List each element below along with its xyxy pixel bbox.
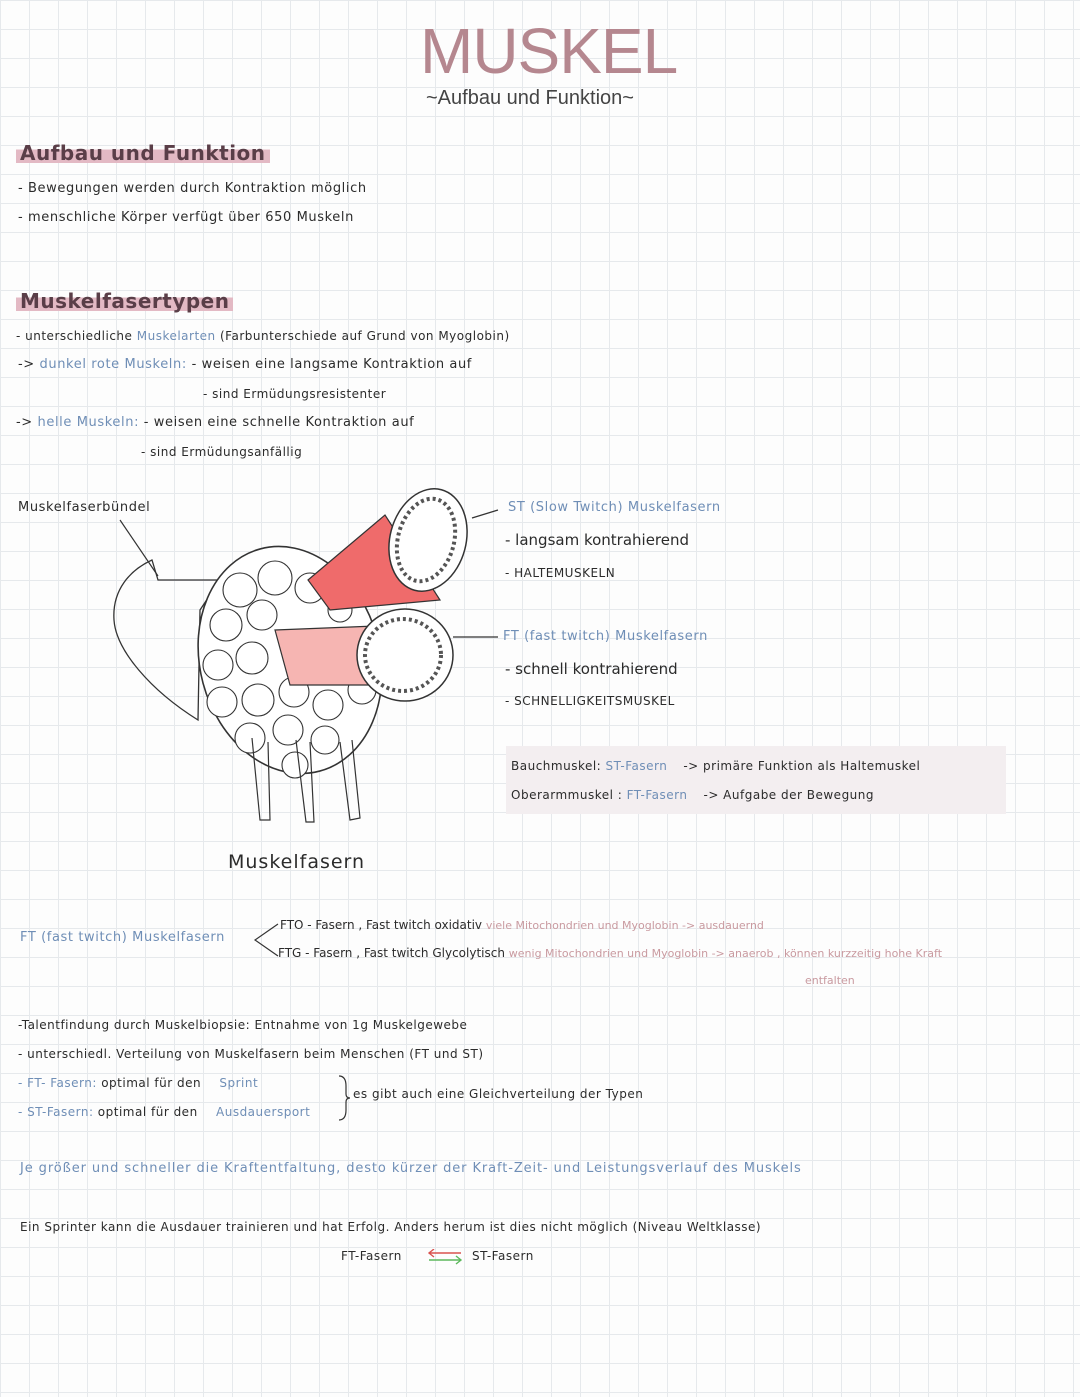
brace-note: es gibt auch eine Gleichverteilung der Typen — [353, 1087, 644, 1101]
example-row-1: Bauchmuskel: ST-Fasern -> primäre Funktion als Haltemuskel — [511, 759, 921, 773]
ft-split-label: FT (fast twitch) Muskelfasern — [20, 930, 225, 945]
ft-fasern-label: FT-Fasern — [341, 1249, 402, 1263]
aufbau-line-2: - menschliche Körper verfügt über 650 Muskeln — [18, 210, 354, 225]
st-arrow — [472, 510, 498, 518]
fasertypen-line-4: -> helle Muskeln: - weisen eine schnelle Kontraktion auf — [16, 415, 415, 430]
ft-line-2: - SCHNELLIGKEITSMUSKEL — [505, 694, 675, 708]
example-row-2: Oberarmmuskel : FT-Fasern -> Aufgabe der Bewegung — [511, 788, 875, 802]
conclusion-line-1: Je größer und schneller die Kraftentfaltung, desto kürzer der Kraft-Zeit- und Leistungsverlauf des Muskels — [20, 1161, 802, 1176]
fasertypen-line-3: - sind Ermüdungsresistenter — [203, 387, 387, 401]
fasertypen-line-1: - unterschiedliche Muskelarten (Farbunterschiede auf Grund von Myoglobin) — [16, 329, 510, 343]
talent-line-2: - unterschiedl. Verteilung von Muskelfasern beim Menschen (FT und ST) — [18, 1047, 484, 1061]
page-subtitle: ~Aufbau und Funktion~ — [426, 87, 634, 109]
st-line-1: - langsam kontrahierend — [505, 531, 690, 549]
ft-line-1: - schnell kontrahierend — [505, 660, 678, 678]
examples-box — [506, 746, 1006, 814]
muscle-fiber-diagram — [100, 480, 500, 830]
fibers-label: Muskelfasern — [228, 851, 366, 873]
page-title: MUSKEL — [420, 15, 678, 87]
fto-line: FTO - Fasern , Fast twitch oxidativ viele Mitochondrien und Myoglobin -> ausdauernd — [280, 918, 764, 932]
st-fasern-label: ST-Fasern — [472, 1249, 534, 1263]
talent-line-4: - ST-Fasern: optimal für den Ausdauersport — [18, 1105, 311, 1119]
curly-brace — [336, 1074, 352, 1122]
aufbau-line-1: - Bewegungen werden durch Kontraktion möglich — [18, 181, 367, 196]
ftg-line: FTG - Fasern , Fast twitch Glycolytisch wenig Mitochondrien und Myoglobin -> anaerob , können kurzzeitig hohe Kraft — [278, 946, 943, 960]
bundle-label: Muskelfaserbündel — [18, 500, 151, 515]
conclusion-line-2: Ein Sprinter kann die Ausdauer trainieren und hat Erfolg. Anders herum ist dies nicht möglich (Niveau Weltklasse) — [20, 1220, 762, 1234]
talent-line-3: - FT- Fasern: optimal für den Sprint — [18, 1076, 259, 1090]
talent-line-1: -Talentfindung durch Muskelbiopsie: Entnahme von 1g Muskelgewebe — [18, 1018, 468, 1032]
st-title: ST (Slow Twitch) Muskelfasern — [508, 500, 721, 515]
st-line-2: - HALTEMUSKELN — [505, 566, 616, 580]
fasertypen-line-5: - sind Ermüdungsanfällig — [141, 445, 303, 459]
fasertypen-line-2: -> dunkel rote Muskeln: - weisen eine langsame Kontraktion auf — [18, 357, 472, 372]
ft-title: FT (fast twitch) Muskelfasern — [503, 629, 708, 644]
section-heading-aufbau: Aufbau und Funktion — [16, 141, 270, 165]
section-heading-muskelfasertypen: Muskelfasertypen — [16, 289, 233, 313]
ft-fiber-cap — [357, 609, 453, 701]
ftg-line-cont: entfalten — [805, 974, 855, 987]
exchange-arrow-icon — [425, 1249, 465, 1265]
